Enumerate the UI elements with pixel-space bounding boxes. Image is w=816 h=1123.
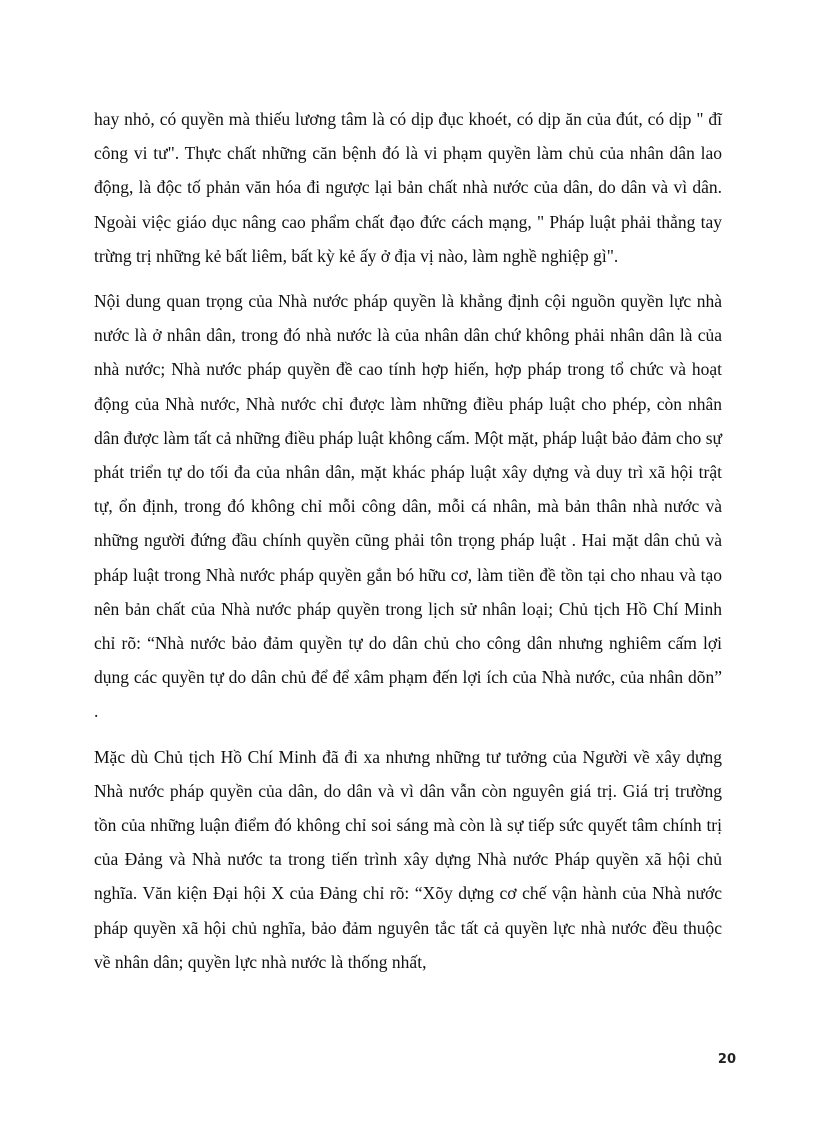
document-body xyxy=(94,102,722,990)
paragraph-1: hay nhỏ, có quyền mà thiếu lương tâm là có dịp đục khoét, có dịp ăn của đút, có dịp " đĩ công vi tư". Thực chất những căn bệnh đó là vi phạm quyền làm chủ của nhân dân lao động, là độc tố phản văn hóa đi ngược lại bản chất nhà nước của dân, do dân và vì dân. Ngoài việc giáo dục nâng cao phẩm chất đạo đức cách mạng, " Pháp luật phải thẳng tay trừng trị những kẻ bất liêm, bất kỳ kẻ ấy ở địa vị nào, làm nghề nghiệp gì". xyxy=(94,109,722,266)
paragraph-2: Nội dung quan trọng của Nhà nước pháp quyền là khẳng định cội nguồn quyền lực nhà nước là ở nhân dân, trong đó nhà nước là của nhân dân chứ không phải nhân dân là của nhà nước; Nhà nước pháp quyền đề cao tính hợp hiến, hợp pháp trong tổ chức và hoạt động của Nhà nước, Nhà nước chỉ được làm những điều pháp luật cho phép, còn nhân dân được làm tất cả những điều pháp luật không cấm. Một mặt, pháp luật bảo đảm cho sự phát triển tự do tối đa của nhân dân, mặt khác pháp luật xây dựng và duy trì xã hội trật tự, ổn định, trong đó không chỉ mỗi công dân, mỗi cá nhân, mà bản thân nhà nước và những người đứng đầu chính quyền cũng phải tôn trọng pháp luật . Hai mặt dân chủ và pháp luật trong Nhà nước pháp quyền gắn bó hữu cơ, làm tiền đề tồn tại cho nhau và tạo nên bản chất của Nhà nước pháp quyền trong lịch sử nhân loại; Chủ tịch Hồ Chí Minh chỉ rõ: “Nhà nước bảo đảm quyền tự do dân chủ cho công dân nhưng nghiêm cấm lợi dụng các quyền tự do dân chủ để để xâm phạm đến lợi ích của Nhà nước, của nhân dõn” . xyxy=(94,291,722,722)
paragraph-3: Mặc dù Chủ tịch Hồ Chí Minh đã đi xa nhưng những tư tưởng của Người về xây dựng Nhà nước pháp quyền của dân, do dân và vì dân vẫn còn nguyên giá trị. Giá trị trường tồn của những luận điểm đó không chỉ soi sáng mà còn là sự tiếp sức quyết tâm chính trị của Đảng và Nhà nước ta trong tiến trình xây dựng Nhà nước Pháp quyền xã hội chủ nghĩa. Văn kiện Đại hội X của Đảng chỉ rõ: “Xõy dựng cơ chế vận hành của Nhà nước pháp quyền xã hội chủ nghĩa, bảo đảm nguyên tắc tất cả quyền lực nhà nước đều thuộc về nhân dân; quyền lực nhà nước là thống nhất, xyxy=(94,746,722,972)
page-number: 20 xyxy=(717,1052,736,1067)
